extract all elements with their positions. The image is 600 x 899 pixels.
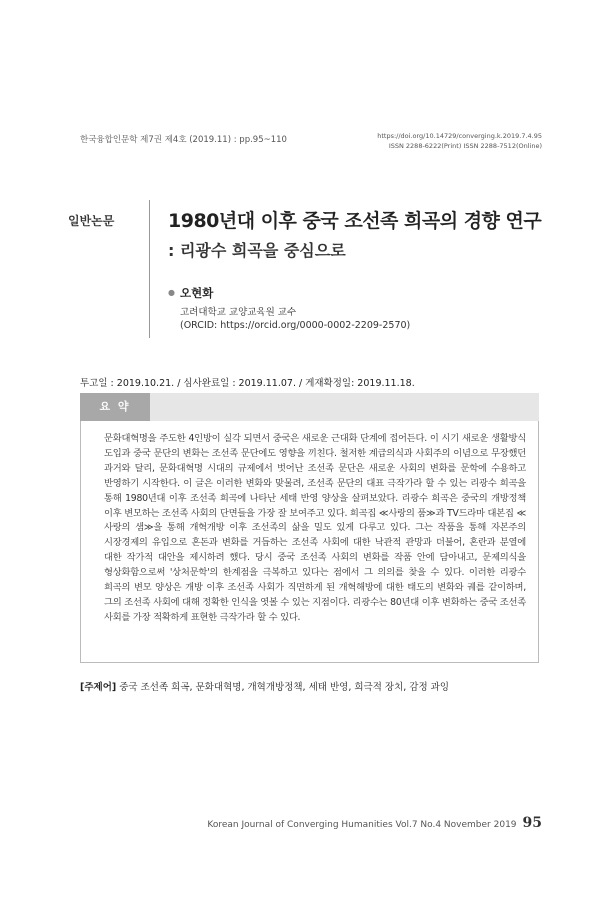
page-number: 95 [522,815,542,831]
journal-info: 한국융합인문학 제7권 제4호 (2019.11) : pp.95~110 [80,135,287,145]
doi-link[interactable]: https://doi.org/10.14729/converging.k.2019.7.4.95 [377,132,542,140]
article-subtitle: : 리광수 희곡을 중심으로 [168,241,346,260]
abstract-label: 요 약 [80,393,150,421]
page-footer [207,815,542,831]
keywords-label: [주제어] [80,682,117,693]
keywords [80,679,449,693]
keywords-list: 중국 조선족 희곡, 문화대혁명, 개혁개방정책, 세태 반영, 희극적 장치, 감정 과잉 [119,682,450,693]
journal-name-en: Korean Journal of Converging Humanities Vol.7 No.4 November 2019 [207,820,517,830]
title-divider [149,200,150,338]
doi-issn-block [377,131,542,151]
article-title: 1980년대 이후 중국 조선족 희곡의 경향 연구 [168,210,542,232]
abstract-text: 문화대혁명을 주도한 4인방이 실각 되면서 중국은 새로운 근대화 단계에 접어든다. 이 시기 새로운 생활방식 도입과 중국 문단의 변화는 조선족 문단에도 영향을 끼친다. 철저한 계급의식과 사회주의 이념으로 무장했던 과거와 달리, 문화대혁명 시대의 규제에서 벗어난 조선족 문단은 새로운 사회의 변화를 문학에 수용하고 반영하기 시작한다. 이 글은 이러한 변화와 맞물려, 조선족 문단의 대표 극작가라 할 수 있는 리광수 희곡을 통해 1980년대 이후 조선족 희곡에 나타난 세태 반영 양상을 살펴보았다. 리광수 희곡은 중국의 개방정책 이후 변모하는 조선족 사회의 단면들을 가장 잘 보여주고 있다. 희곡집 ≪사랑의 품≫과 TV드라마 대본집 ≪사랑의 샘≫을 통해 개혁개방 이후 조선족의 삶을 밀도 있게 다루고 있다. 그는 작품을 통해 자본주의 시장경제의 유입으로 혼돈과 변화를 거듭하는 조선족 사회에 대한 낙관적 관망과 더불어, 혼란과 분열에 대한 작가적 대안을 제시하려 했다. 당시 중국 조선족 사회의 변화를 작품 안에 담아내고, 문제의식을 형상화함으로써 '상처문학'의 한계점을 극복하고 있다는 점에서 그 의의를 찾을 수 있다. 이러한 리광수 희곡의 변모 양상은 개방 이후 조선족 사회가 직면하게 된 개혁해방에 대한 태도의 변화와 궤를 같이하며, 그의 조선족 사회에 대해 정확한 인식을 엿볼 수 있는 지점이다. 리광수는 80년대 이후 변화하는 중국 조선족 사회를 가장 적확하게 표현한 극작가라 할 수 있다. [104,433,526,623]
author-affiliation: 고려대학교 교양교육원 교수 [180,307,297,318]
author-orcid[interactable]: (ORCID: https://orcid.org/0000-0002-2209-2570) [180,320,411,331]
bullet-icon: ● [168,288,175,297]
article-category: 일반논문 [68,214,115,228]
author-name: 오현화 [180,286,214,300]
issn-text: ISSN 2288-6222(Print) ISSN 2288-7512(Online) [388,142,542,150]
submission-dates: 투고일 : 2019.10.21. / 심사완료일 : 2019.11.07. / 게재확정일: 2019.11.18. [80,378,415,389]
